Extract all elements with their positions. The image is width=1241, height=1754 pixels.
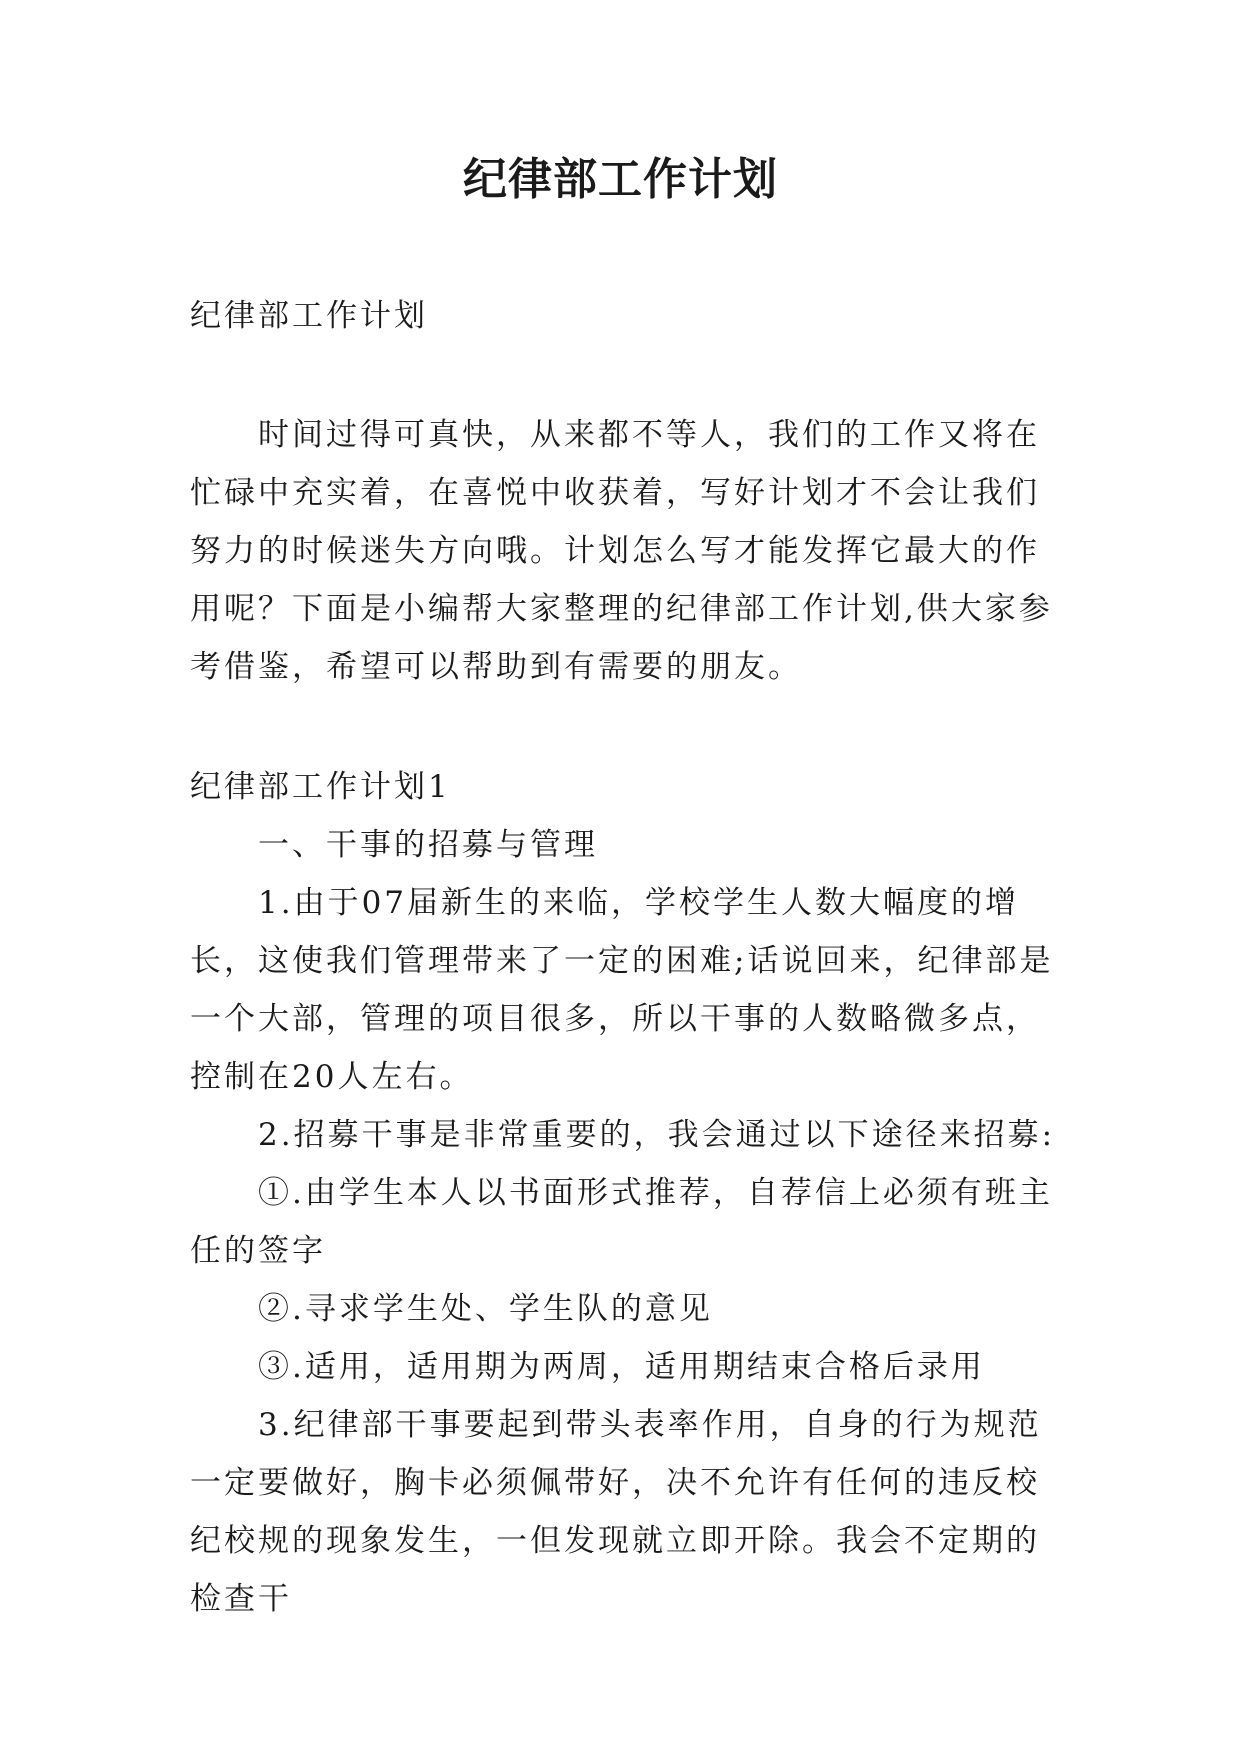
document-title: 纪律部工作计划 bbox=[463, 154, 778, 205]
section-heading: 纪律部工作计划1 bbox=[190, 769, 451, 805]
document-subtitle: 纪律部工作计划 bbox=[190, 298, 428, 334]
paragraph-item-2: 2.招募干事是非常重要的，我会通过以下途径来招募: bbox=[258, 1117, 1056, 1153]
paragraph-item-3: 3.纪律部干事要起到带头表率作用，自身的行为规范一定要做好，胸卡必须佩带好，决不允许有任何的违反校纪校规的现象发生，一但发现就立即开除。我会不定期的检查干 bbox=[190, 1407, 1042, 1617]
paragraph-recruitment-heading: 一、干事的招募与管理 bbox=[258, 827, 598, 863]
paragraph-subitem-2: ②.寻求学生处、学生队的意见 bbox=[258, 1291, 713, 1327]
paragraph-item-1: 1.由于07届新生的来临，学校学生人数大幅度的增长，这使我们管理带来了一定的困难;话说回来，纪律部是一个大部，管理的项目很多，所以干事的人数略微多点，控制在20人左右。 bbox=[190, 885, 1054, 1095]
intro-paragraph: 时间过得可真快，从来都不等人，我们的工作又将在忙碌中充实着，在喜悦中收获着，写好计划才不会让我们努力的时候迷失方向哦。计划怎么写才能发挥它最大的作用呢？下面是小编帮大家整理的纪律部工作计划,供大家参考借鉴，希望可以帮助到有需要的朋友。 bbox=[190, 417, 1053, 685]
paragraph-subitem-3: ③.适用，适用期为两周，适用期结束合格后录用 bbox=[258, 1349, 985, 1385]
paragraph-subitem-1: ①.由学生本人以书面形式推荐，自荐信上必须有班主任的签字 bbox=[190, 1175, 1053, 1269]
section-plan-1 bbox=[190, 758, 1070, 1628]
